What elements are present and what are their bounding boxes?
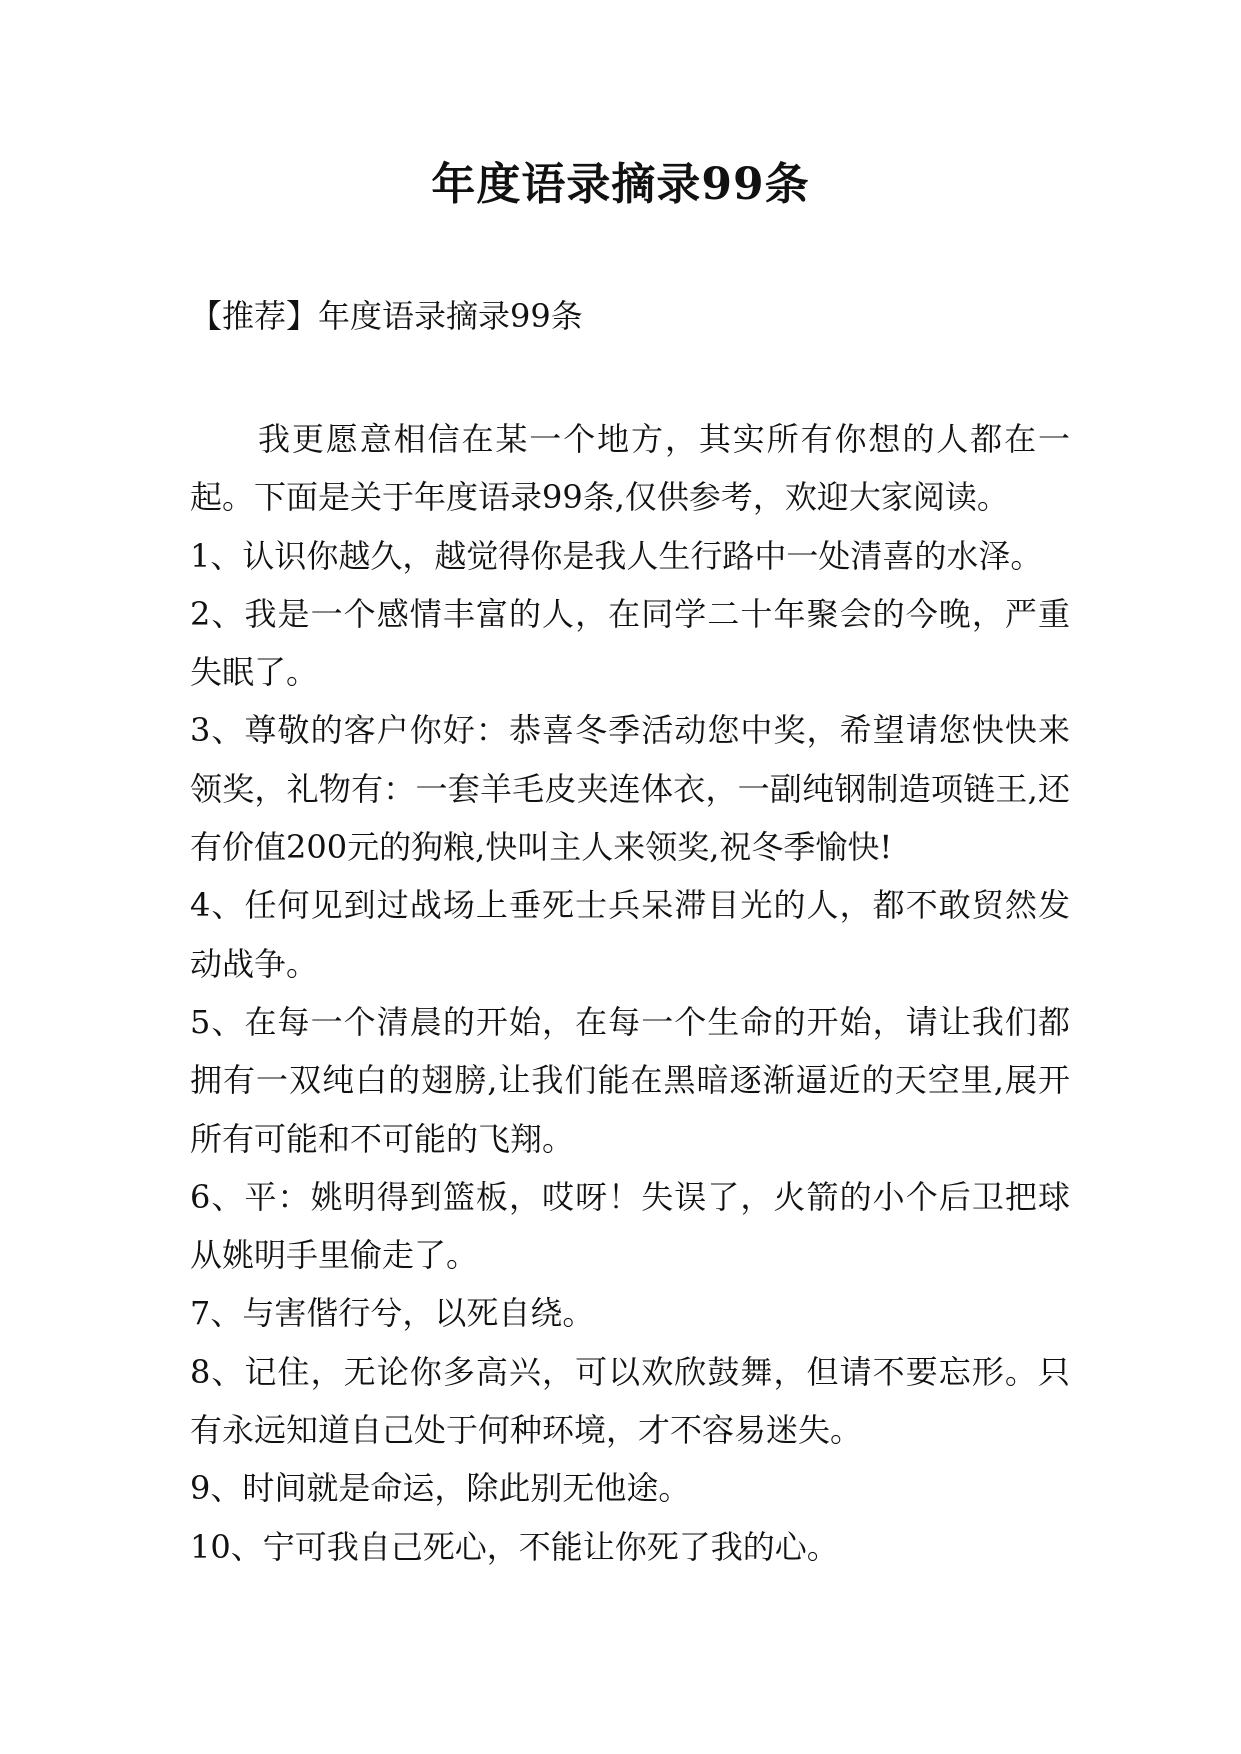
quote-item-8: 8、记住，无论你多高兴，可以欢欣鼓舞，但请不要忘形。只有永远知道自己处于何种环境，才不容易迷失。 <box>190 1352 1070 1450</box>
quote-item-7: 7、与害偕行兮，以死自绕。 <box>190 1294 595 1333</box>
document-subtitle: 【推荐】年度语录摘录99条 <box>190 297 583 335</box>
quote-item-10: 10、宁可我自己死心，不能让你死了我的心。 <box>190 1527 839 1566</box>
quote-item-5: 5、在每一个清晨的开始，在每一个生命的开始，请让我们都拥有一双纯白的翅膀,让我们能在黑暗逐渐逼近的天空里,展开所有可能和不可能的飞翔。 <box>190 1002 1070 1158</box>
quote-item-9: 9、时间就是命运，除此别无他途。 <box>190 1469 691 1508</box>
intro-paragraph: 我更愿意相信在某一个地方，其实所有你想的人都在一起。下面是关于年度语录99条,仅供参考，欢迎大家阅读。 <box>190 420 1070 517</box>
document-title: 年度语录摘录99条 <box>431 159 810 210</box>
quote-item-1: 1、认识你越久，越觉得你是我人生行路中一处清喜的水泽。 <box>190 536 1043 575</box>
quote-item-3: 3、尊敬的客户你好：恭喜冬季活动您中奖，希望请您快快来领奖，礼物有：一套羊毛皮夹连体衣，一副纯钢制造项链王,还有价值200元的狗粮,快叫主人来领奖,祝冬季愉快! <box>190 711 1070 867</box>
quote-item-6: 6、平：姚明得到篮板，哎呀！失误了，火箭的小个后卫把球从姚明手里偷走了。 <box>190 1177 1070 1275</box>
document-body <box>190 410 1070 1576</box>
quote-item-4: 4、任何见到过战场上垂死士兵呆滞目光的人，都不敢贸然发动战争。 <box>190 886 1070 983</box>
quote-item-2: 2、我是一个感情丰富的人，在同学二十年聚会的今晚，严重失眠了。 <box>190 594 1070 692</box>
